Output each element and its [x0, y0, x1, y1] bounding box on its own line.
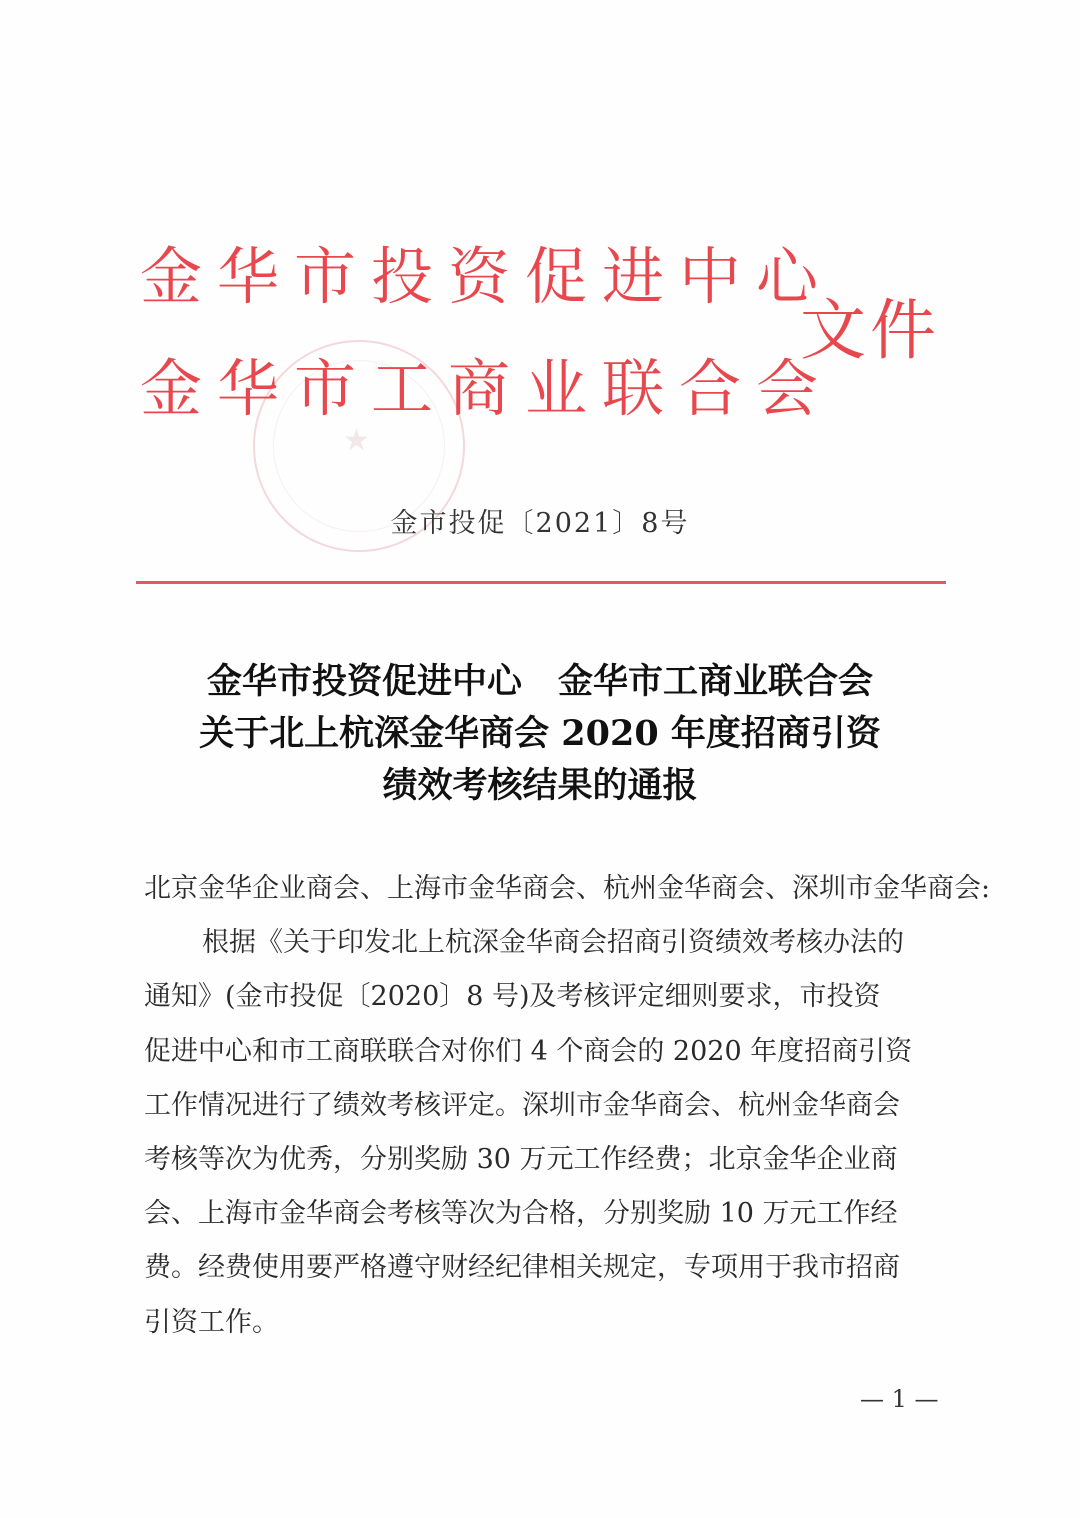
body-line: 考核等次为优秀，分别奖励 30 万元工作经费；北京金华企业商 [144, 1143, 898, 1175]
body-line: 工作情况进行了绩效考核评定。深圳市金华商会、杭州金华商会 [144, 1089, 900, 1121]
red-divider-rule [136, 581, 946, 584]
body-line: 通知》(金市投促〔2020〕8 号)及考核评定细则要求，市投资 [144, 981, 881, 1013]
title-line-3: 绩效考核结果的通报 [382, 765, 698, 806]
letterhead-org-federation: 金华市工商业联合会 [140, 352, 834, 425]
title-org-2: 金华市工商业联合会 [558, 661, 874, 702]
title-line-1 [140, 656, 940, 708]
body-line: 根据《关于印发北上杭深金华商会招商引资绩效考核办法的 [202, 927, 904, 959]
document-number: 金市投促〔2021〕8号 [390, 508, 690, 539]
body-line: 促进中心和市工商联联合对你们 4 个商会的 2020 年度招商引资 [144, 1035, 913, 1067]
body-line: 引资工作。 [144, 1306, 279, 1338]
page-number: — 1 — [860, 1385, 939, 1413]
title-org-1: 金华市投资促进中心 [206, 661, 522, 702]
body-line: 费。经费使用要严格遵守财经纪律相关规定，专项用于我市招商 [144, 1252, 900, 1284]
salutation: 北京金华企业商会、上海市金华商会、杭州金华商会、深圳市金华商会: [144, 873, 991, 904]
document-body [144, 862, 991, 1350]
seal-star-icon: ★ [343, 423, 370, 458]
letterhead-org-investment-center: 金华市投资促进中心 [140, 240, 834, 313]
body-line: 会、上海市金华商会考核等次为合格，分别奖励 10 万元工作经 [144, 1198, 898, 1230]
letterhead-document-word: 文件 [800, 292, 940, 369]
title-line-2: 关于北上杭深金华商会 2020 年度招商引资 [199, 713, 881, 754]
letterhead [140, 232, 960, 432]
document-title [140, 656, 940, 812]
